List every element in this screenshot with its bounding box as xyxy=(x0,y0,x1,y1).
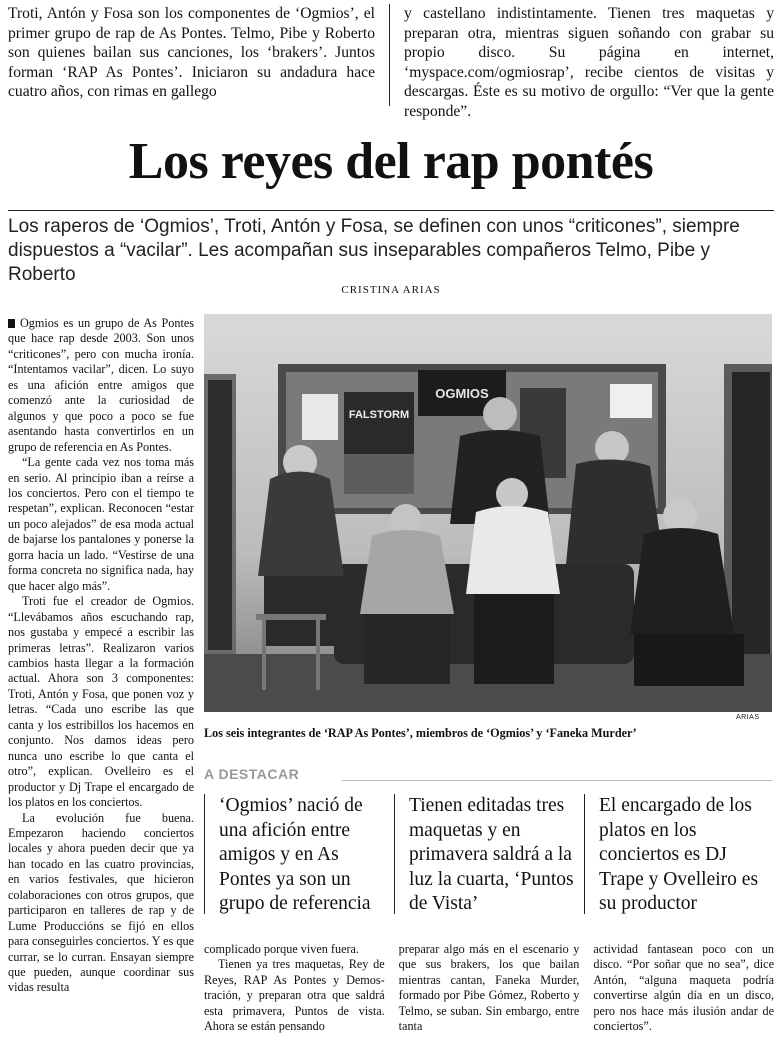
headline: Los reyes del rap pontés xyxy=(128,133,654,190)
bottom-column-1 xyxy=(204,942,385,1035)
lead-square-icon xyxy=(8,319,15,328)
group-photo xyxy=(204,314,772,712)
intro-left-column: Troti, Antón y Fosa son los componentes de ‘Ogmios’, el primer grupo de rap de As Pontes. Telmo, Pibe y Roberto son quienes bailan sus canciones, los ‘brakers’. Juntos forman ‘RAP As Pontes’. Iniciaron su andadura hace cuatro años, con rimas en gallego xyxy=(8,5,375,100)
body-paragraph: actividad fantasean poco con un disco. “Por soñar que no sea”, dice Antón, “alguna maqueta podría convertirse algún día en un disco, pero nos hace más ilusión andar de conciertos”. xyxy=(593,942,775,1034)
highlight-item: Tienen editadas tres maquetas y en primavera saldrá a la luz la cuarta, ‘Puntos de Vista’ xyxy=(394,794,584,914)
highlight-item: El encargado de los platos en los conciertos es DJ Trape y Ovelleiro es su productor xyxy=(584,794,774,914)
highlight-rule xyxy=(342,780,772,781)
bottom-column-2 xyxy=(399,942,580,1035)
body-paragraph: Troti fue el creador de Ogmios. “Llevábamos años escuchando rap, nos gustaba y empecé a escribir las primeras letras”. Realizaron varios cambios hasta llegar a la formación actual. Ahora son 3 componentes: Troti, Antón y Fosa, que ponen voz y letras. “Cada uno escribe las que canta y los estribillos los hacemos en conjunto. Nos damos ideas pero nunca uno escribe lo que canta el otro”, explican. Ovelleiro es el productor y Dj Trape el encargado de los platos en los conciertos. xyxy=(8,594,194,810)
body-paragraph: La evolución fue buena. Empezaron haciendo conciertos locales y ahora pueden decir que ya han tocado en las cuatro provincias, en varios festivales, que hicieron colaboraciones con otros grupos, que participaron en talleres de rap y de Lume Produccións se fijó en ellos para conseguirles conciertos. Y es que currar, se lo curran. Ensayan siempre que pueden, aunque coordinar sus vidas resulta xyxy=(8,810,194,995)
bottom-column-3 xyxy=(593,942,774,1035)
banner-text: OGMIOS xyxy=(435,386,489,401)
photo-caption: Los seis integrantes de ‘RAP As Pontes’, miembros de ‘Ogmios’ y ‘Faneka Murder’ xyxy=(204,726,637,740)
byline: CRISTINA ARIAS xyxy=(341,284,441,296)
body-left-column xyxy=(8,316,194,996)
intro-right-column: y castellano indistintamente. Tienen tres maquetas y preparan otra, mientras siguen soñando con grabar su propio disco. Su página en internet, ‘myspace.com/ogmiosrap’, recibe cientos de visitas y descargas. Éste es su motivo de orgullo: “Ver que la gente responde”. xyxy=(389,4,774,106)
body-paragraph: Ogmios es un grupo de As Pontes que hace rap desde 2003. Son unos “criticones”, pero con mucha ironía. “Intentamos vacilar”, dicen. Lo suyo es una afición entre amigos que comenzó ante la curiosidad de algunos y que poco a poco se fue asentando hasta convertirlos en un grupo de referencia en As Pontes. xyxy=(8,316,194,454)
intro-block xyxy=(8,4,776,120)
body-paragraph: Tienen ya tres maquetas, Rey de Reyes, RAP As Pontes y Demos-tración, y preparan otra que saldrá esta primavera, Puntos de vista. Ahora se están pensando xyxy=(204,957,385,1034)
body-paragraph: preparar algo más en el escenario y que sus brakers, los que bailan mientras cantan, Faneka Murder, formado por Pibe Gómez, Roberto y Telmo, se suban. Sin embargo, entre tanta xyxy=(398,942,580,1034)
body-paragraph: “La gente cada vez nos toma más en serio. Al principio iban a reírse a los conciertos. Pero con el tiempo te respetan”, explican. Reconocen “estar un poco alejados” de esa moda actual de bajarse los pantalones y ponerse la gorra hacia un lado. “Vestirse de una forma concreta no significa nada, hay que hacer algo más”. xyxy=(8,455,194,593)
poster-text: FALSTORM xyxy=(348,409,410,421)
deck-top-rule xyxy=(8,210,774,211)
photo-credit: ARIAS xyxy=(736,714,760,721)
bottom-columns xyxy=(204,942,774,1035)
deck: Los raperos de ‘Ogmios’, Troti, Antón y Fosa, se definen con unos “criticones”, siempre dispuestos a “vacilar”. Les acompañan sus inseparables compañeros Telmo, Pibe y Roberto xyxy=(8,216,740,285)
group-photo-illustration xyxy=(204,314,772,712)
highlight-item: ‘Ogmios’ nació de una afición entre amigos y en As Pontes ya son un grupo de referencia xyxy=(204,794,394,914)
highlight-label: A DESTACAR xyxy=(204,766,300,782)
highlights-block xyxy=(204,794,774,914)
body-paragraph: complicado porque viven fuera. xyxy=(204,942,359,956)
